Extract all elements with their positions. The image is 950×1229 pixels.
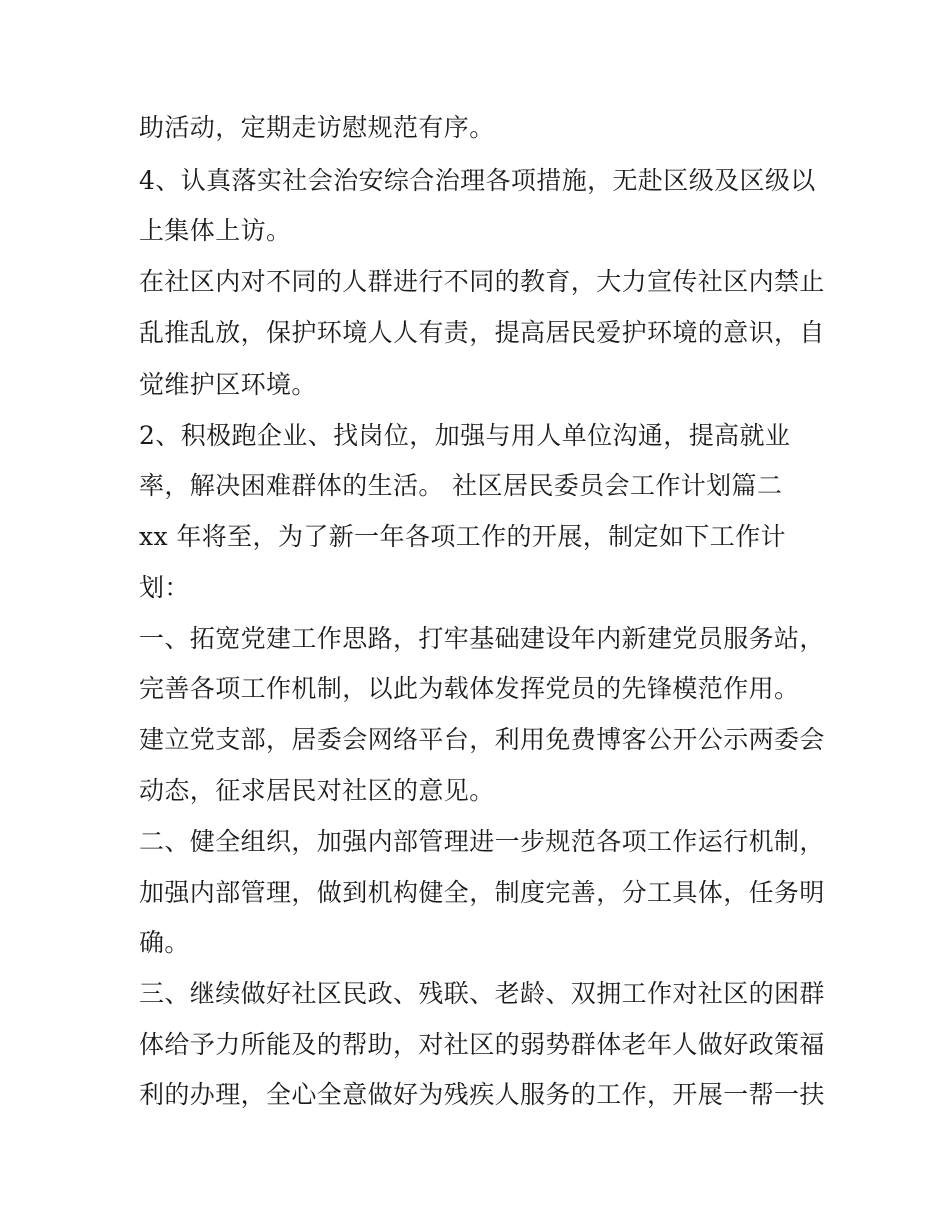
text-line: 建立党支部，居委会网络平台，利用免费博客公开公示两委会 xyxy=(139,725,825,754)
text-line: 率，解决困难群体的生活。 社区居民委员会工作计划篇二 xyxy=(139,471,783,500)
text-line: 划： xyxy=(139,573,190,602)
text-line: 觉维护区环境。 xyxy=(139,370,317,399)
text-line: 动态，征求居民对社区的意见。 xyxy=(139,776,495,805)
text-line: 4、认真落实社会治安综合治理各项措施，无赴区级及区级以 xyxy=(139,166,816,195)
text-line: 上集体上访。 xyxy=(139,216,292,245)
text-line: 利的办理，全心全意做好为残疾人服务的工作，开展一帮一扶 xyxy=(139,1080,825,1109)
text-line: 2、积极跑企业、找岗位，加强与用人单位沟通，提高就业 xyxy=(139,421,791,450)
text-line: 完善各项工作机制，以此为载体发挥党员的先锋模范作用。 xyxy=(139,674,800,703)
text-line: 三、继续做好社区民政、残联、老龄、双拥工作对社区的困群 xyxy=(139,979,825,1008)
text-line: 在社区内对不同的人群进行不同的教育，大力宣传社区内禁止 xyxy=(139,267,825,296)
text-line: 助活动，定期走访慰规范有序。 xyxy=(139,113,495,142)
text-line: 一、拓宽党建工作思路，打牢基础建设年内新建党员服务站， xyxy=(139,624,825,653)
text-line: xx 年将至，为了新一年各项工作的开展，制定如下工作计 xyxy=(139,522,786,551)
text-line: 加强内部管理，做到机构健全，制度完善，分工具体，任务明 xyxy=(139,878,825,907)
text-line: 二、健全组织，加强内部管理进一步规范各项工作运行机制， xyxy=(139,827,825,856)
text-line: 乱推乱放，保护环境人人有责，提高居民爱护环境的意识，自 xyxy=(139,318,825,347)
text-line: 确。 xyxy=(139,928,190,957)
text-line: 体给予力所能及的帮助，对社区的弱势群体老年人做好政策福 xyxy=(139,1030,825,1059)
